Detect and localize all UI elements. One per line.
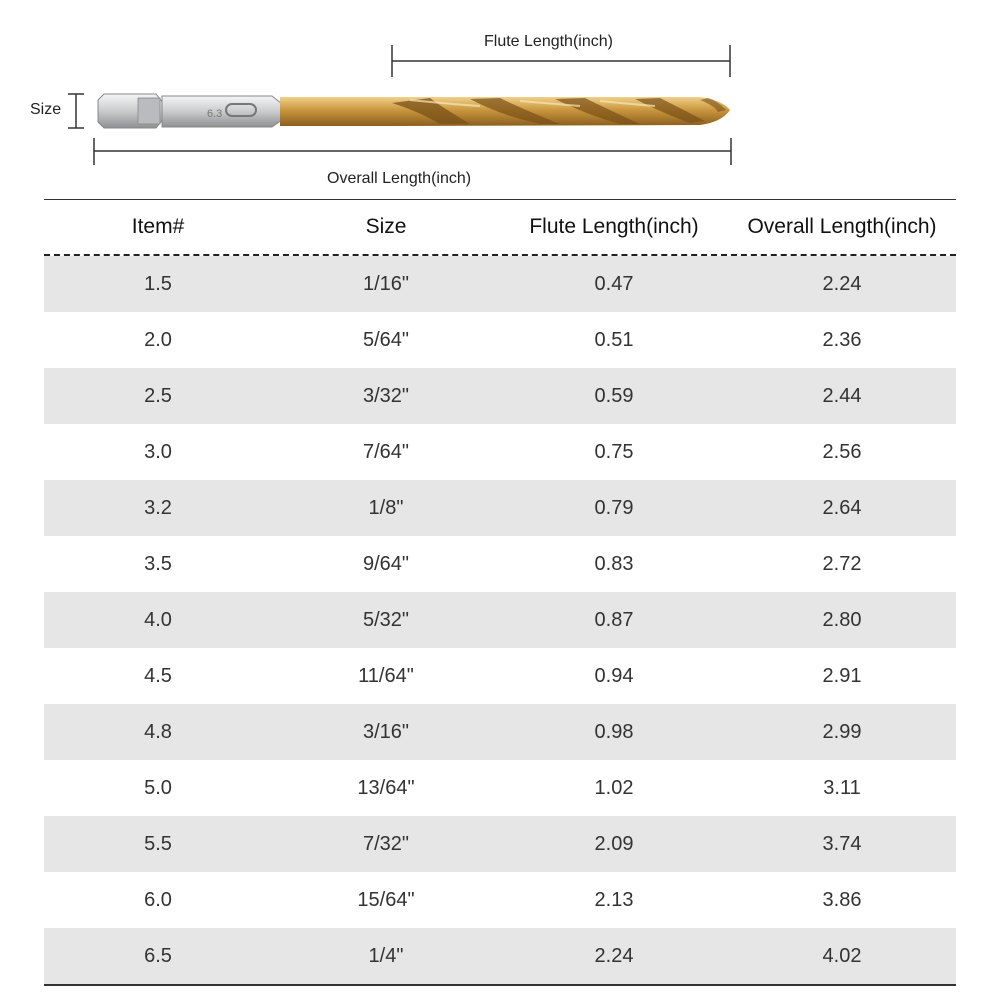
- header-overall-length: Overall Length(inch): [747, 215, 937, 238]
- table-row: [44, 368, 956, 424]
- overall-length-dimension: [94, 138, 731, 165]
- cell-flute-length: 0.59: [594, 384, 634, 407]
- cell-size: 1/16": [362, 272, 410, 295]
- cell-item: 3.2: [144, 496, 172, 519]
- table-header-row: [44, 200, 956, 256]
- table-row: [44, 760, 956, 816]
- cell-size: 7/64": [362, 440, 410, 463]
- drill-bit-illustration: [0, 0, 1000, 200]
- cell-overall-length: 2.80: [822, 608, 862, 631]
- cell-flute-length: 2.24: [594, 944, 634, 967]
- header-item: Item#: [131, 215, 185, 238]
- cell-size: 1/4": [368, 944, 404, 967]
- size-label: Size: [30, 101, 62, 118]
- table-row: [44, 816, 956, 872]
- cell-size: 3/32": [362, 384, 410, 407]
- cell-item: 4.5: [144, 664, 172, 687]
- flute-length-label: Flute Length(inch): [484, 33, 613, 50]
- header-size: Size: [365, 215, 407, 238]
- cell-size: 3/16": [362, 720, 410, 743]
- table-row: [44, 704, 956, 760]
- cell-overall-length: 2.99: [822, 720, 862, 743]
- cell-item: 5.0: [144, 776, 172, 799]
- table-row: [44, 928, 956, 984]
- cell-size: 11/64": [358, 664, 414, 687]
- cell-flute-length: 0.83: [594, 552, 634, 575]
- table-row: [44, 592, 956, 648]
- drill-body: [280, 97, 730, 126]
- cell-overall-length: 2.64: [822, 496, 862, 519]
- cell-item: 2.5: [144, 384, 172, 407]
- table-row: [44, 312, 956, 368]
- cell-size: 9/64": [362, 552, 410, 575]
- cell-flute-length: 2.09: [594, 832, 634, 855]
- cell-flute-length: 1.02: [594, 776, 634, 799]
- cell-size: 15/64": [357, 888, 415, 911]
- cell-item: 6.0: [144, 888, 172, 911]
- table-bottom-rule: [44, 984, 956, 986]
- cell-size: 5/64": [362, 328, 410, 351]
- cell-flute-length: 2.13: [594, 888, 634, 911]
- table-row: [44, 872, 956, 928]
- cell-flute-length: 0.51: [594, 328, 634, 351]
- size-dimension: [68, 94, 84, 128]
- spec-table: [44, 199, 956, 986]
- cell-overall-length: 2.72: [822, 552, 862, 575]
- cell-item: 4.8: [144, 720, 172, 743]
- drill-bit-diagram: [0, 0, 1000, 200]
- cell-size: 1/8": [368, 496, 404, 519]
- cell-overall-length: 3.11: [823, 776, 861, 799]
- cell-overall-length: 3.74: [822, 832, 862, 855]
- cell-item: 6.5: [144, 944, 172, 967]
- cell-item: 4.0: [144, 608, 172, 631]
- table-row: [44, 480, 956, 536]
- cell-item: 3.0: [144, 440, 172, 463]
- cell-item: 3.5: [144, 552, 172, 575]
- cell-overall-length: 2.91: [822, 664, 862, 687]
- cell-flute-length: 0.75: [594, 440, 634, 463]
- cell-size: 7/32": [362, 832, 410, 855]
- cell-overall-length: 2.56: [822, 440, 862, 463]
- cell-item: 2.0: [144, 328, 172, 351]
- cell-flute-length: 0.94: [594, 664, 634, 687]
- table-row: [44, 536, 956, 592]
- hex-shank: [98, 94, 282, 128]
- cell-item: 5.5: [144, 832, 172, 855]
- table-body: [44, 256, 956, 984]
- cell-item: 1.5: [144, 272, 172, 295]
- cell-overall-length: 4.02: [822, 944, 862, 967]
- table-row: [44, 648, 956, 704]
- cell-size: 5/32": [362, 608, 410, 631]
- cell-size: 13/64": [357, 776, 415, 799]
- table-row: [44, 256, 956, 312]
- cell-overall-length: 2.36: [822, 328, 862, 351]
- cell-overall-length: 2.24: [822, 272, 862, 295]
- table-row: [44, 424, 956, 480]
- cell-overall-length: 3.86: [822, 888, 862, 911]
- cell-flute-length: 0.87: [594, 608, 634, 631]
- header-flute-length: Flute Length(inch): [529, 215, 699, 238]
- cell-flute-length: 0.47: [594, 272, 634, 295]
- shank-marking: 6.3: [207, 108, 223, 120]
- overall-length-label: Overall Length(inch): [327, 170, 472, 187]
- cell-flute-length: 0.79: [594, 496, 634, 519]
- cell-flute-length: 0.98: [594, 720, 634, 743]
- cell-overall-length: 2.44: [822, 384, 862, 407]
